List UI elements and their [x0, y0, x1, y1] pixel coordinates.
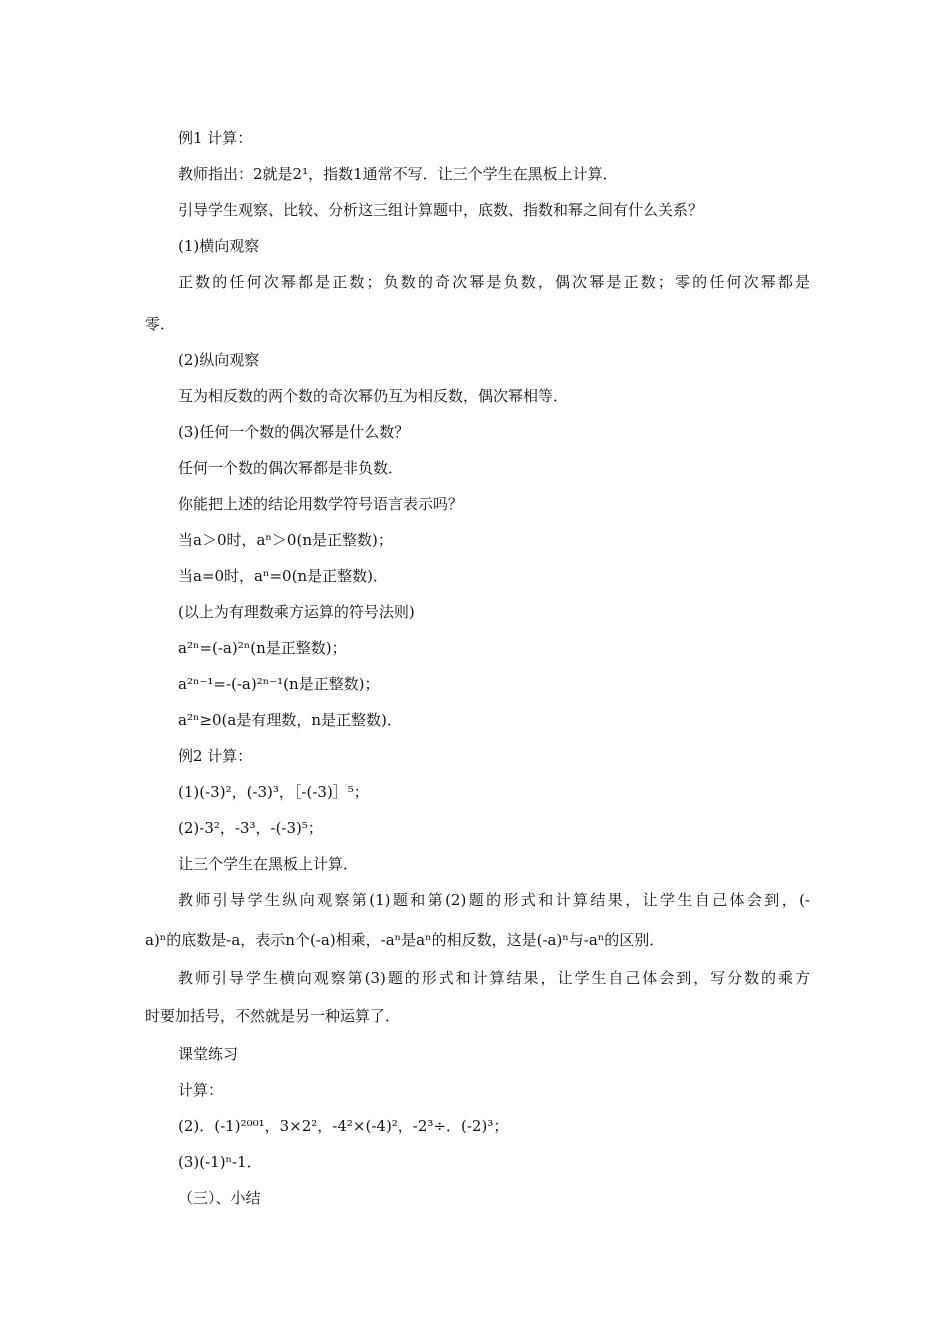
formula-line: a²ⁿ=(-a)²ⁿ(n是正整数)；: [178, 639, 347, 657]
section-heading: （三）、小结: [178, 1189, 261, 1207]
example-1-heading: 例1 计算：: [178, 129, 253, 147]
paragraph: 你能把上述的结论用数学符号语言表示吗？: [178, 495, 464, 513]
formula-line: a²ⁿ≥0(a是有理数，n是正整数)．: [178, 711, 402, 729]
paragraph: 教师引导学生纵向观察第(1)题和第(2)题的形式和计算结果，让学生自己体会到，(-: [178, 891, 810, 909]
formula-line: (2)-3²，-3³，-(-3)⁵；: [178, 819, 323, 837]
paragraph-continuation: a)ⁿ的底数是-a，表示n个(-a)相乘，-aⁿ是aⁿ的相反数，这是(-a)ⁿ与-aⁿ的区别．: [145, 931, 665, 949]
section-heading: 课堂练习: [178, 1045, 239, 1063]
paragraph: 教师指出：2就是2¹，指数1通常不写．让三个学生在黑板上计算．: [178, 165, 618, 183]
paragraph: (以上为有理数乘方运算的符号法则): [178, 603, 415, 621]
paragraph: 让三个学生在黑板上计算．: [178, 855, 359, 873]
paragraph: 引导学生观察、比较、分析这三组计算题中，底数、指数和幂之间有什么关系？: [178, 201, 704, 219]
paragraph-continuation: 时要加括号，不然就是另一种运算了．: [145, 1007, 401, 1025]
paragraph: 计算：: [178, 1081, 224, 1099]
formula-line: a²ⁿ⁻¹=-(-a)²ⁿ⁻¹(n是正整数)；: [178, 675, 380, 693]
formula-line: (1)(-3)²，(-3)³，［-(-3)］⁵；: [178, 783, 369, 801]
paragraph-continuation: 零．: [145, 315, 176, 333]
paragraph: 教师引导学生横向观察第(3)题的形式和计算结果，让学生自己体会到，写分数的乘方: [178, 969, 810, 987]
paragraph: 互为相反数的两个数的奇次幂仍互为相反数，偶次幂相等．: [178, 387, 569, 405]
formula-line: 当a＞0时，aⁿ＞0(n是正整数)；: [178, 531, 393, 549]
formula-line: (2)．(-1)²⁰⁰¹，3×2²，-4²×(-4)²，-2³÷．(-2)³；: [178, 1117, 509, 1135]
formula-line: (3)(-1)ⁿ-1．: [178, 1153, 262, 1171]
formula-line: 当a=0时，aⁿ=0(n是正整数)．: [178, 567, 388, 585]
paragraph: (2)纵向观察: [178, 351, 260, 369]
paragraph: 任何一个数的偶次幂都是非负数．: [178, 459, 404, 477]
example-2-heading: 例2 计算：: [178, 747, 253, 765]
paragraph: (1)横向观察: [178, 237, 260, 255]
paragraph: (3)任何一个数的偶次幂是什么数？: [178, 423, 410, 441]
paragraph: 正数的任何次幂都是正数；负数的奇次幂是负数，偶次幂是正数；零的任何次幂都是: [178, 273, 810, 291]
